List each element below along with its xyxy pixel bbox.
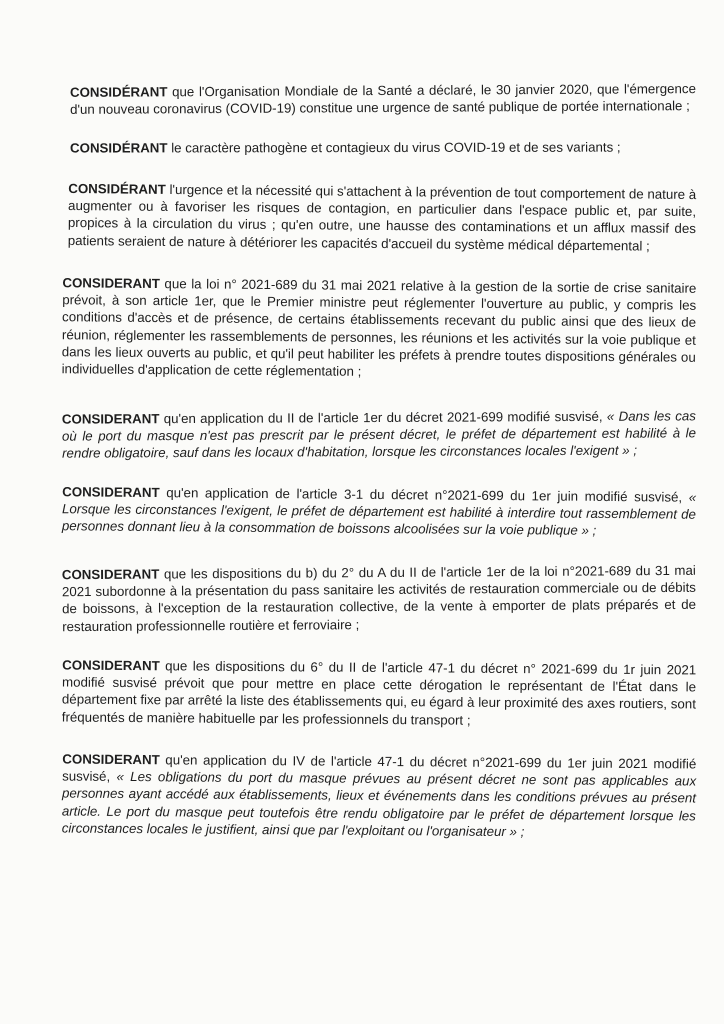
paragraph-text: que la loi n° 2021-689 du 31 mai 2021 relative à la gestion de la sortie de crise sanitaire prévoit, à son article 1er, que le Premier ministre peut réglementer l'ouverture au public, y compris les conditions d'accès et de présence, de certains établissements recevant du public ainsi que des lieux de réunion, réglementer les rassemblements de personnes, les réunions et les activités sur la voie publique et dans les lieux ouverts au public, et qu'il peut habiliter les préfets à prendre toutes dispositions générales ou individuelles d'application de cette réglementation ;: [61, 276, 697, 380]
considerant-paragraph-6: [62, 483, 696, 540]
considerant-paragraph-1: [70, 80, 696, 118]
paragraph-text: que les dispositions du b) du 2° du A du II de l'article 1er de la loi n°2021-689 du 31 mai 2021 subordonne à la présentation du pass sanitaire les activités de restauration commerciale ou de débits de boissons, à l'exception de la restauration collective, de la vente à emporter de plats préparés et de restauration professionnelle routière et ferroviaire ;: [61, 562, 697, 634]
paragraph-text: le caractère pathogène et contagieux du virus COVID-19 et de ses variants ;: [167, 139, 621, 156]
considerant-paragraph-8: [62, 656, 697, 730]
considerant-paragraph-2: [70, 139, 696, 157]
considerant-lead: CONSIDERANT: [61, 566, 160, 583]
considerant-lead: CONSIDÉRANT: [69, 140, 168, 156]
paragraph-quote: « Dans les cas où le port du masque n'est pas prescrit par le présent décret, le préfet de département est habilité à le rendre obligatoire, sauf dans les locaux d'habitation, lorsque les circonstances locales l'exigent » ;: [61, 407, 697, 461]
considerant-lead: CONSIDERANT: [61, 410, 160, 427]
considerant-paragraph-9: [62, 751, 697, 842]
considerant-lead: CONSIDERANT: [62, 751, 160, 768]
paragraph-text: qu'en application du IV de l'article 47-1 du décret n°2021-699 du 1er juin 2021 modifié susvisé,: [62, 752, 697, 785]
considerant-paragraph-7: [62, 562, 696, 635]
paragraph-text: que les dispositions du 6° du II de l'article 47-1 du décret n° 2021-699 du 1r juin 2021 modifié susvisé prévoit que pour mettre en place cette dérogation le représentant de l'État dans le département fixe par arrêté la liste des établissements qui, eu égard à leur proximité des axes routiers, sont fréquentés de manière habituelle par les professionnels du transport ;: [61, 657, 697, 728]
paragraph-quote: « Lorsque les circonstances l'exigent, le préfet de département est habilité à interdire tout rassemblement de personnes donnant lieu à la consommation de boissons alcoolisées sur la voie publique » ;: [61, 489, 697, 539]
considerant-lead: CONSIDÉRANT: [69, 84, 168, 100]
paragraph-text: l'urgence et la nécessité qui s'attachent à la prévention de tout comportement de nature à augmenter ou à favoriser les risques de contagion, en particulier dans l'espace public et, par suite, propices à la circulation du virus ; qu'en outre, une hausse des contaminations et un afflux massif des patients seraient de nature à détériorer les capacités d'accueil du système médical départemental ;: [67, 181, 697, 253]
considerant-lead: CONSIDERANT: [62, 657, 160, 673]
considerant-lead: CONSIDERANT: [62, 275, 160, 292]
paragraph-text: que l'Organisation Mondiale de la Santé a déclaré, le 30 janvier 2020, que l'émergence d'un nouveau coronavirus (COVID-19) constitue une urgence de santé publique de portée internationale ;: [70, 81, 696, 118]
considerant-lead: CONSIDÉRANT: [68, 180, 166, 197]
considerant-paragraph-4: [62, 275, 697, 384]
paragraph-text: qu'en application du II de l'article 1er du décret 2021-699 modifié susvisé,: [159, 408, 607, 426]
considerant-paragraph-5: [62, 407, 696, 462]
considerant-paragraph-3: [68, 180, 697, 255]
paragraph-quote: « Les obligations du port du masque prévues au présent décret ne sont pas applicables aux personnes ayant accédé aux établissements, lieux et événements dans les conditions prévues au présent article. Le port du masque peut toutefois être rendu obligatoire par le préfet de département lorsque les circonstances locales le justifient, ainsi que par l'exploitant ou l'organisateur » ;: [61, 769, 697, 840]
paragraph-text: qu'en application de l'article 3-1 du décret n°2021-699 du 1er juin modifié susvisé,: [159, 485, 689, 505]
considerant-lead: CONSIDERANT: [62, 484, 160, 501]
